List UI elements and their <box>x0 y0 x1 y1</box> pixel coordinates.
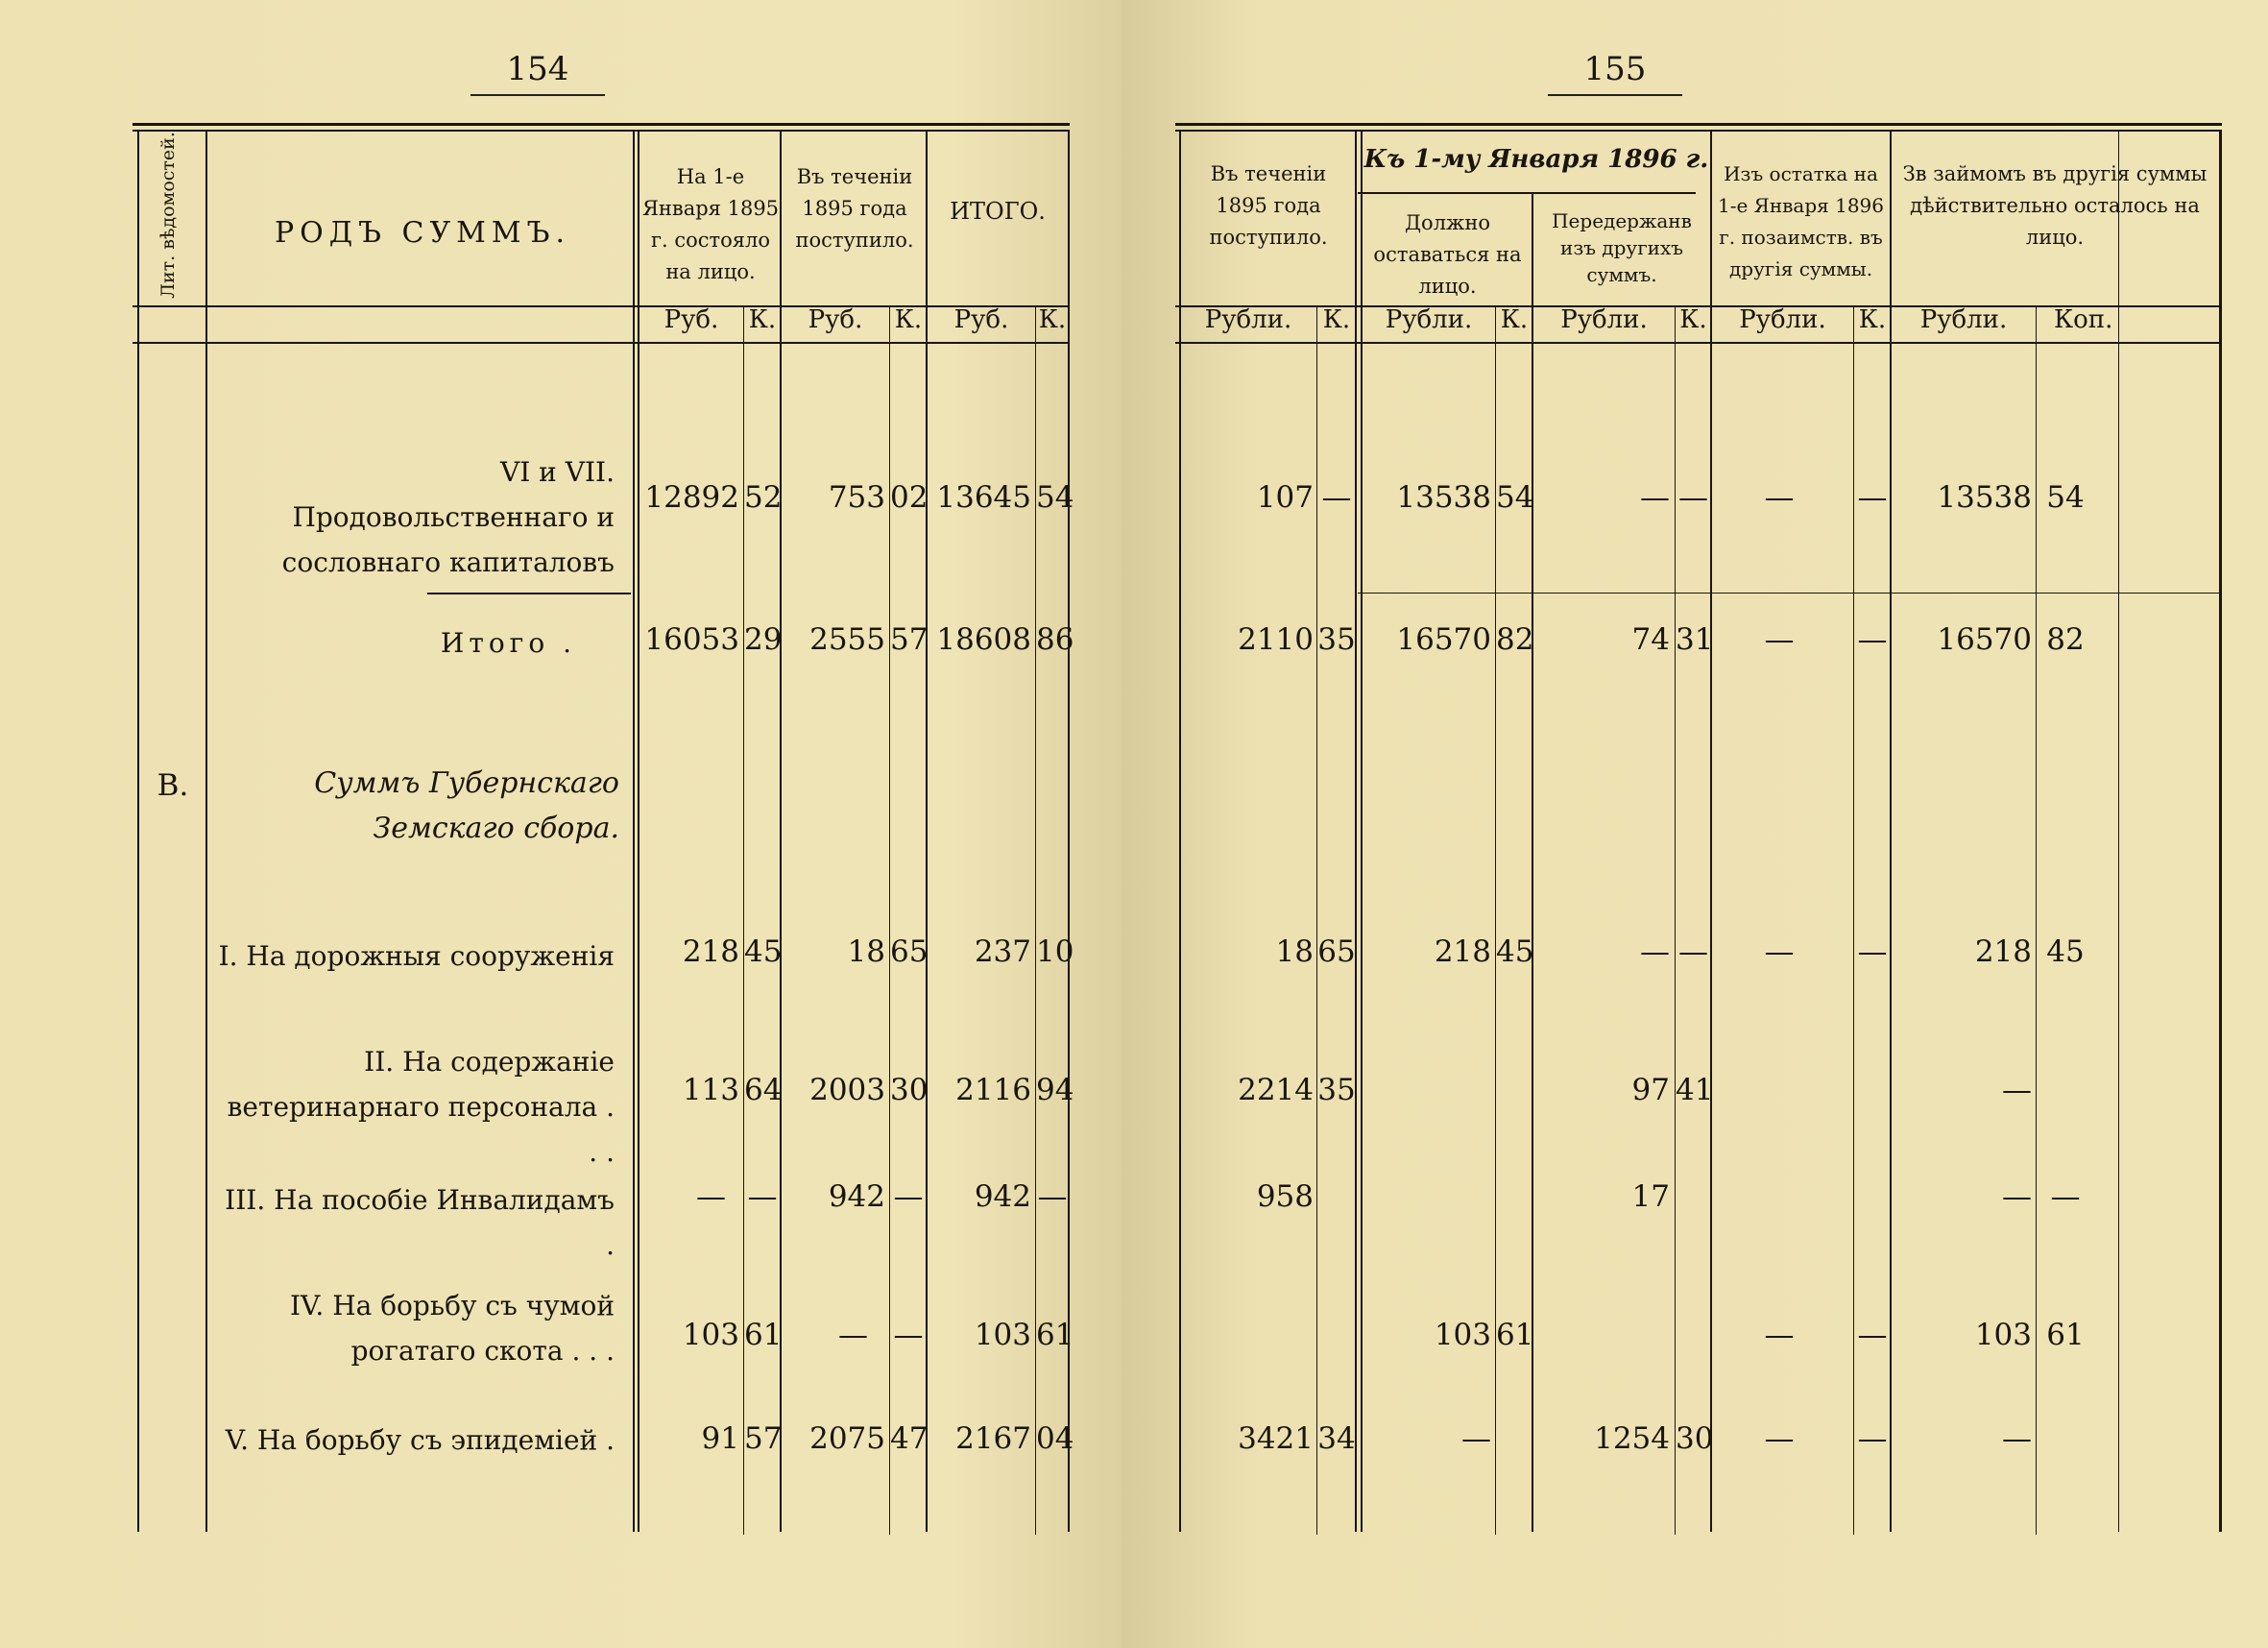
cell: 2116 <box>955 1073 1031 1107</box>
right-page <box>1122 0 2268 1648</box>
unit-rub: Руб. <box>953 305 1009 334</box>
cell: 04 <box>1036 1421 1074 1456</box>
cell: 1254 <box>1594 1421 1670 1456</box>
cell: 64 <box>744 1073 783 1107</box>
header-kind: РОДЪ СУММЪ. <box>275 216 570 250</box>
cell: 13538 <box>1937 480 2032 515</box>
cell: 61 <box>1496 1318 1534 1352</box>
cell: — <box>2002 1073 2032 1107</box>
cell: 86 <box>1036 622 1074 657</box>
cell: 61 <box>1036 1318 1074 1352</box>
cell: 2167 <box>955 1421 1031 1456</box>
cell: 65 <box>890 934 929 969</box>
unit-kop: К. <box>1038 305 1067 334</box>
cell: 35 <box>1317 1073 1356 1107</box>
unit-rub: Руб. <box>664 305 719 334</box>
section-lit: В. <box>157 768 189 803</box>
cell: — <box>1764 1421 1795 1456</box>
header-lit: Лит. вѣдомостей. <box>157 132 179 299</box>
unit-kop: К. <box>1858 305 1887 334</box>
header-group-1896: Къ 1-му Января 1896 г. <box>1363 145 1709 174</box>
cell: 10 <box>1036 934 1074 969</box>
cell: 16570 <box>1937 622 2032 657</box>
cell: 94 <box>1036 1073 1074 1107</box>
cell: 218 <box>1974 934 2032 969</box>
cell: 57 <box>744 1421 783 1456</box>
cell: — <box>1764 480 1795 515</box>
cell: 47 <box>890 1421 929 1456</box>
cell: 218 <box>682 934 739 969</box>
cell: 74 <box>1631 622 1670 657</box>
cell: 942 <box>974 1179 1031 1214</box>
cell: 13538 <box>1396 480 1491 515</box>
cell: 103 <box>1974 1318 2032 1352</box>
cell: 113 <box>682 1073 739 1107</box>
section-title: Суммъ Губернскаго Земскаго сбора. <box>314 766 619 845</box>
header-borrowed: Изъ остатка на 1-е Января 1896 г. позаимств. въ другія суммы. <box>1717 162 1885 280</box>
cell: — <box>2002 1421 2032 1456</box>
header-received: Въ теченіи 1895 года поступило. <box>795 165 914 252</box>
page-number-left: 154 <box>506 50 569 88</box>
unit-rub: Рубли. <box>1919 305 2008 334</box>
left-table <box>0 0 1122 1648</box>
cell: 65 <box>1317 934 1356 969</box>
unit-rub: Рубли. <box>1560 305 1648 334</box>
cell: 45 <box>744 934 783 969</box>
cell: — <box>1764 934 1795 969</box>
cell: 35 <box>1317 622 1356 657</box>
cell: 30 <box>1676 1421 1714 1456</box>
row-label: IV. На борьбу съ чумой рогатаго скота . . . <box>290 1290 615 1367</box>
cell: 2214 <box>1238 1073 1314 1107</box>
header-overspent: Передержанв изъ другихъ суммъ. <box>1552 209 1692 286</box>
cell: 103 <box>1434 1318 1491 1352</box>
row-label: I. На дорожныя сооруженія <box>218 940 615 972</box>
cell: — <box>2002 1179 2032 1214</box>
cell: 958 <box>1256 1179 1314 1214</box>
cell: 02 <box>890 480 929 515</box>
cell: — <box>1857 480 1888 515</box>
cell: 237 <box>974 934 1031 969</box>
header-start-balance: На 1-е Января 1895 г. состояло на лицо. <box>641 165 780 283</box>
page-number-right: 155 <box>1583 50 1647 88</box>
cell: — <box>1857 622 1888 657</box>
cell: — <box>2050 1179 2081 1214</box>
cell: 16570 <box>1396 622 1491 657</box>
cell: 91 <box>701 1421 739 1456</box>
cell: — <box>893 1318 924 1352</box>
cell: 107 <box>1256 480 1314 515</box>
cell: — <box>1640 934 1670 969</box>
cell: 16053 <box>644 622 739 657</box>
cell: 57 <box>890 622 929 657</box>
cell: 61 <box>744 1318 783 1352</box>
cell: 17 <box>1631 1179 1670 1214</box>
row-label: Итого . <box>440 627 576 659</box>
right-table <box>1122 0 2268 1648</box>
unit-kop: К. <box>1500 305 1529 334</box>
cell: — <box>1764 1318 1795 1352</box>
cell: 82 <box>2046 622 2085 657</box>
cell: 18 <box>847 934 885 969</box>
left-page <box>0 0 1122 1648</box>
cell: — <box>696 1179 726 1214</box>
cell: — <box>893 1179 924 1214</box>
cell: — <box>1857 1421 1888 1456</box>
cell: 103 <box>974 1318 1031 1352</box>
unit-rub: Рубли. <box>1385 305 1473 334</box>
cell: 13645 <box>936 480 1031 515</box>
cell: — <box>1857 934 1888 969</box>
cell: 31 <box>1676 622 1714 657</box>
header-actual-remain: Зв займомъ въ другія суммы дѣйствительно осталось на лицо. <box>1902 162 2208 249</box>
cell: — <box>1461 1421 1491 1456</box>
cell: — <box>1764 622 1795 657</box>
row-label: II. На содержаніе ветеринарнаго персонала . . . <box>227 1046 615 1168</box>
unit-rub: Рубли. <box>1739 305 1826 334</box>
cell: 61 <box>2046 1318 2085 1352</box>
cell: 52 <box>744 480 783 515</box>
cell: 18 <box>1275 934 1314 969</box>
cell: — <box>1640 480 1670 515</box>
cell: — <box>1678 480 1708 515</box>
cell: 45 <box>2046 934 2085 969</box>
unit-kop: К. <box>1679 305 1707 334</box>
cell: 12892 <box>644 480 739 515</box>
unit-kop: К. <box>748 305 777 334</box>
cell: 2003 <box>809 1073 885 1107</box>
cell: 942 <box>828 1179 885 1214</box>
row-label: III. На пособіе Инвалидамъ . <box>225 1184 615 1261</box>
cell: 30 <box>890 1073 929 1107</box>
unit-rub: Рубли. <box>1204 305 1292 334</box>
header-total: ИТОГО. <box>950 198 1046 225</box>
cell: — <box>747 1179 778 1214</box>
header-should-remain: Должно оставаться на лицо. <box>1373 211 1522 298</box>
cell: 29 <box>744 622 783 657</box>
cell: 82 <box>1496 622 1534 657</box>
row-label: V. На борьбу съ эпидеміей . <box>225 1424 615 1456</box>
cell: — <box>1037 1179 1068 1214</box>
unit-kop: К. <box>894 305 923 334</box>
cell: — <box>1857 1318 1888 1352</box>
cell: 45 <box>1496 934 1534 969</box>
cell: 54 <box>1036 480 1074 515</box>
header-received: Въ теченіи 1895 года поступило. <box>1209 162 1328 249</box>
cell: 2555 <box>809 622 885 657</box>
unit-kop: Коп. <box>2054 305 2113 334</box>
unit-kop: К. <box>1322 305 1351 334</box>
cell: 41 <box>1676 1073 1714 1107</box>
cell: 218 <box>1434 934 1491 969</box>
cell: 2110 <box>1238 622 1314 657</box>
cell: 34 <box>1317 1421 1356 1456</box>
cell: 54 <box>1496 480 1534 515</box>
cell: — <box>838 1318 868 1352</box>
unit-rub: Руб. <box>808 305 863 334</box>
cell: 2075 <box>809 1421 885 1456</box>
cell: 18608 <box>936 622 1031 657</box>
cell: 753 <box>828 480 885 515</box>
cell: 97 <box>1631 1073 1670 1107</box>
cell: 103 <box>682 1318 739 1352</box>
cell: — <box>1678 934 1708 969</box>
cell: 3421 <box>1238 1421 1314 1456</box>
cell: 54 <box>2046 480 2085 515</box>
row-label: VI и VII. Продовольственнаго и сословнаго капиталовъ <box>281 456 615 578</box>
cell: — <box>1321 480 1352 515</box>
